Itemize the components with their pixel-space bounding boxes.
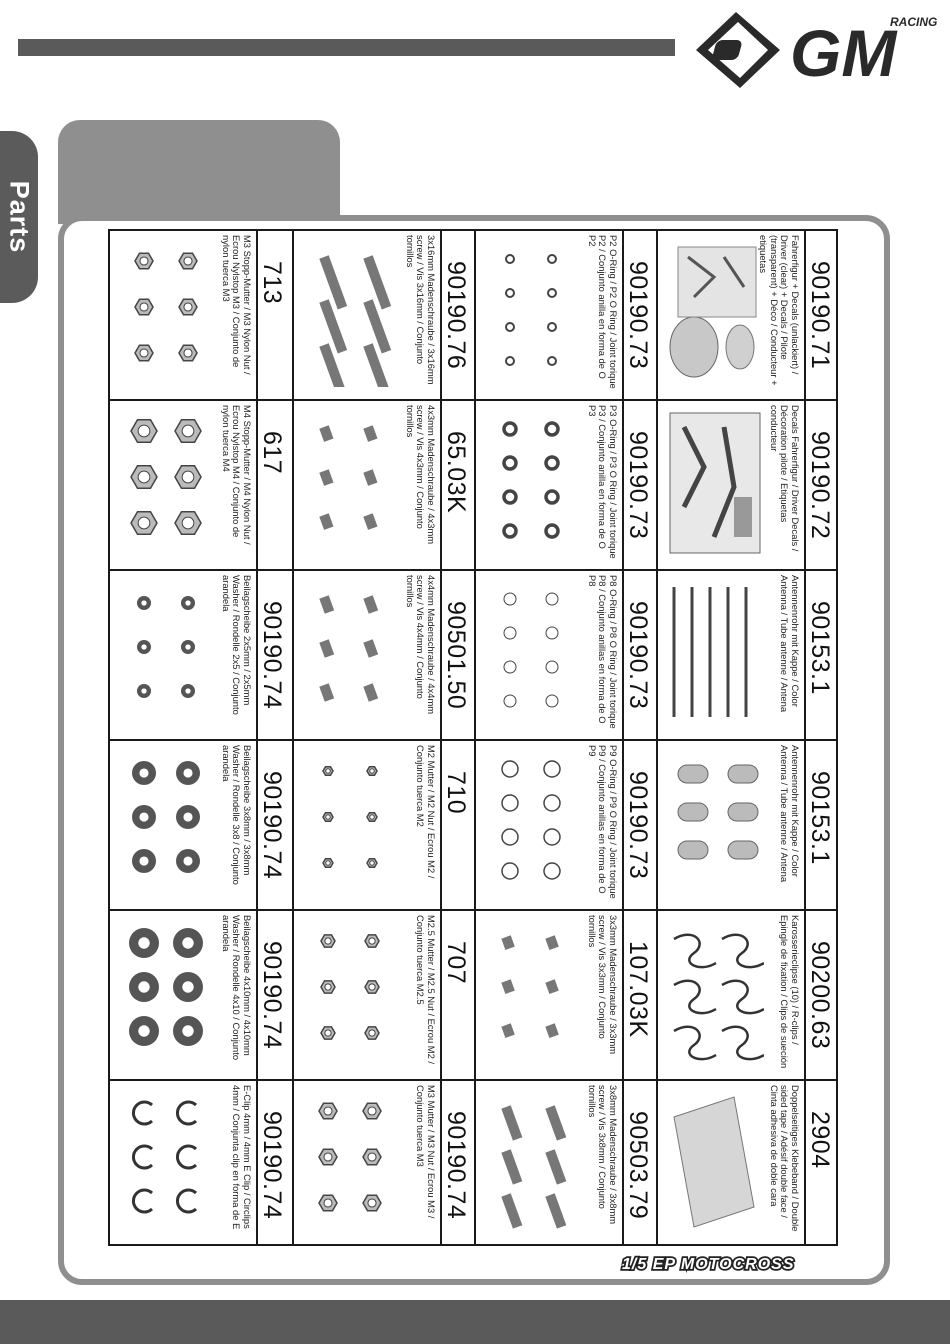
part-number: 90503.79 bbox=[624, 1111, 652, 1220]
table-grid-line bbox=[440, 229, 442, 1246]
svg-text:1/5 EP MOTOCROSS: 1/5 EP MOTOCROSS bbox=[622, 1256, 795, 1273]
part-number: 90190.76 bbox=[442, 261, 470, 370]
nut-m2-icon bbox=[300, 747, 400, 897]
part-number: 617 bbox=[258, 431, 286, 475]
parts-table bbox=[108, 229, 838, 1246]
antenna-caps-icon bbox=[664, 747, 764, 897]
part-number: 713 bbox=[258, 261, 286, 305]
o-ring-thick-icon bbox=[482, 407, 582, 557]
grub-screw-long-icon bbox=[482, 1087, 582, 1237]
table-grid-line bbox=[108, 569, 838, 571]
part-description: Fahrerfigur + Decals (unlackiert) / Driver (clear) + Decals / Pilote (transparent) + Déco / Conducteur + etiquetas bbox=[758, 235, 801, 386]
part-description: 3x16mm Madenschraube / 3x16mm screw / Vis 3x16mm / Conjunto tornillos bbox=[404, 235, 437, 385]
table-grid-line bbox=[108, 1079, 838, 1081]
table-grid-line bbox=[656, 229, 658, 1246]
part-description: M4 Stopp-Mutter / M4 Nylon Nut / Ecrou Nylstop M4 / Conjunto de nylon tuerca M4 bbox=[220, 405, 253, 545]
part-number: 710 bbox=[442, 771, 470, 815]
table-grid-line bbox=[474, 229, 476, 1246]
decal-sheet-icon bbox=[664, 407, 764, 557]
part-description: 4x4mm Madenschraube / 4x4mm screw / Vis 4x4mm / Conjunto tornillos bbox=[404, 575, 437, 715]
part-description: Doppelseitiges Klebeband / Double sided tape / Adésif double face / Cinta adhesiva de doble cara bbox=[768, 1085, 801, 1232]
svg-text:GM: GM bbox=[790, 16, 897, 90]
part-description: Antennenrohr mit Kappe / Color Antenna / Tube antenne / Antena bbox=[779, 745, 801, 883]
nut-m25-icon bbox=[300, 917, 400, 1067]
part-description: P9 O-Ring / P9 O Ring / Joint torique P9 / Conjunto anillas en forma de O P9 bbox=[586, 745, 619, 899]
grub-screw-4x3-icon bbox=[300, 407, 400, 557]
part-number: 107.03K bbox=[624, 941, 652, 1038]
table-grid-line bbox=[108, 739, 838, 741]
nylon-nut-m3-icon bbox=[116, 237, 216, 387]
part-number: 90153.1 bbox=[806, 771, 834, 865]
table-grid-line bbox=[108, 399, 838, 401]
part-description: M2.5 Mutter / M2.5 Nut / Ecrou M2 / Conjunto tuerca M2.5 bbox=[415, 915, 437, 1065]
grub-screw-4x4-icon bbox=[300, 577, 400, 727]
part-number: 90190.74 bbox=[258, 941, 286, 1050]
part-number: 90200.63 bbox=[806, 941, 834, 1050]
part-number: 2904 bbox=[806, 1111, 834, 1169]
table-grid-line bbox=[108, 1244, 838, 1246]
part-description: Beilagscheibe 4x10mm / 4x10mm Washer / Rondelle 4x10 / Conjunto arandela bbox=[220, 915, 253, 1061]
part-description: 4x3mm Madenschraube / 4x3mm screw / Vis 4x3mm / Conjunto tornillos bbox=[404, 405, 437, 545]
part-description: P3 O-Ring / P3 O Ring / Joint torique P3 / Conjunto anilla en forma de O P3 bbox=[586, 405, 619, 559]
part-number: 90190.73 bbox=[624, 431, 652, 540]
part-number: 90501.50 bbox=[442, 601, 470, 710]
grub-screw-16-icon bbox=[300, 237, 400, 387]
table-grid-line bbox=[108, 229, 838, 231]
part-description: P8 O-Ring / P8 O Ring / Joint torique P8 / Conjunto anillas en forma de O P8 bbox=[586, 575, 619, 729]
o-ring-small-icon bbox=[482, 237, 582, 387]
part-description: 3x8mm Madenschraube / 3x8mm screw / Vis 3x8mm / Conjunto tornillos bbox=[586, 1085, 619, 1225]
parts-side-tab bbox=[0, 131, 38, 303]
part-number: 90190.72 bbox=[806, 431, 834, 540]
r-clips-icon bbox=[664, 917, 764, 1067]
motocross-footer-logo bbox=[618, 1252, 836, 1274]
e-clip-icon bbox=[116, 1087, 216, 1237]
part-number: 90190.74 bbox=[258, 771, 286, 880]
part-number: 90190.71 bbox=[806, 261, 834, 370]
part-number: 90190.74 bbox=[442, 1111, 470, 1220]
table-grid-line bbox=[108, 909, 838, 911]
part-number: 90190.73 bbox=[624, 261, 652, 370]
washer-2x5-icon bbox=[116, 577, 216, 727]
svg-text:RACING: RACING bbox=[890, 15, 938, 29]
part-description: Decals Fahrerfigur / Driver Decals / Décoration pilote / Etiquetas conducteur bbox=[768, 405, 801, 552]
part-description: P2 O-Ring / P2 O Ring / Joint torique P2 / Conjunto anilla en forma de O P2 bbox=[586, 235, 619, 389]
part-description: Beilagscheibe 2x5mm / 2x5mm Washer / Rondelle 2x5 / Conjunto arandela bbox=[220, 575, 253, 715]
nylon-nut-m4-icon bbox=[116, 407, 216, 557]
part-description: Beilagscheibe 3x8mm / 3x8mm Washer / Rondelle 3x8 / Conjunto arandela bbox=[220, 745, 253, 885]
o-ring-large-icon bbox=[482, 747, 582, 897]
o-ring-thin-icon bbox=[482, 577, 582, 727]
parts-side-tab-label: Parts bbox=[4, 180, 35, 254]
part-number: 90153.1 bbox=[806, 601, 834, 695]
part-number: 90190.73 bbox=[624, 771, 652, 880]
table-grid-line bbox=[292, 229, 294, 1246]
part-description: M3 Stopp-Mutter / M3 Nylon Nut / Ecrou Nylstop M3 / Conjunto de nylon tuerca M3 bbox=[220, 235, 253, 375]
part-description: M2 Mutter / M2 Nut / Ecrou M2 / Conjunto tuerca M2 bbox=[415, 745, 437, 879]
part-description: E-Clip 4mm / 4mm E Clip / Circlips 4mm / Conjunta clip en forma de E bbox=[231, 1085, 253, 1230]
antenna-tubes-icon bbox=[664, 577, 764, 727]
washer-3x8-icon bbox=[116, 747, 216, 897]
table-grid-line bbox=[804, 229, 806, 1246]
part-number: 65.03K bbox=[442, 431, 470, 514]
header-bar bbox=[18, 39, 675, 56]
nut-m3-icon bbox=[300, 1087, 400, 1237]
part-number: 90190.74 bbox=[258, 1111, 286, 1220]
part-description: M3 Mutter / M3 Nut / Ecrou M3 / Conjunto tuerca M3 bbox=[415, 1085, 437, 1219]
table-grid-line bbox=[256, 229, 258, 1246]
table-grid-line bbox=[108, 229, 110, 1246]
part-description: Karosserieclipse (10) / R-clips / Epingle de fixation / Clips de sueción bbox=[779, 915, 801, 1069]
gm-racing-logo bbox=[694, 2, 944, 92]
grub-screw-short-icon bbox=[482, 917, 582, 1067]
part-description: Antennenrohr mit Kappe / Color Antenna / Tube antenne / Antena bbox=[779, 575, 801, 713]
section-header-tab bbox=[58, 120, 340, 224]
part-number: 90190.73 bbox=[624, 601, 652, 710]
footer-bar bbox=[0, 1300, 950, 1344]
part-number: 90190.74 bbox=[258, 601, 286, 710]
part-number: 707 bbox=[442, 941, 470, 985]
part-description: 3x3mm Madenschraube / 3x3mm screw / Vis 3x3mm / Conjunto tornillos bbox=[586, 915, 619, 1055]
table-grid-line bbox=[622, 229, 624, 1246]
driver-figure-icon bbox=[664, 237, 764, 387]
table-grid-line bbox=[836, 229, 838, 1246]
washer-4x10-icon bbox=[116, 917, 216, 1067]
tape-icon bbox=[664, 1087, 764, 1237]
